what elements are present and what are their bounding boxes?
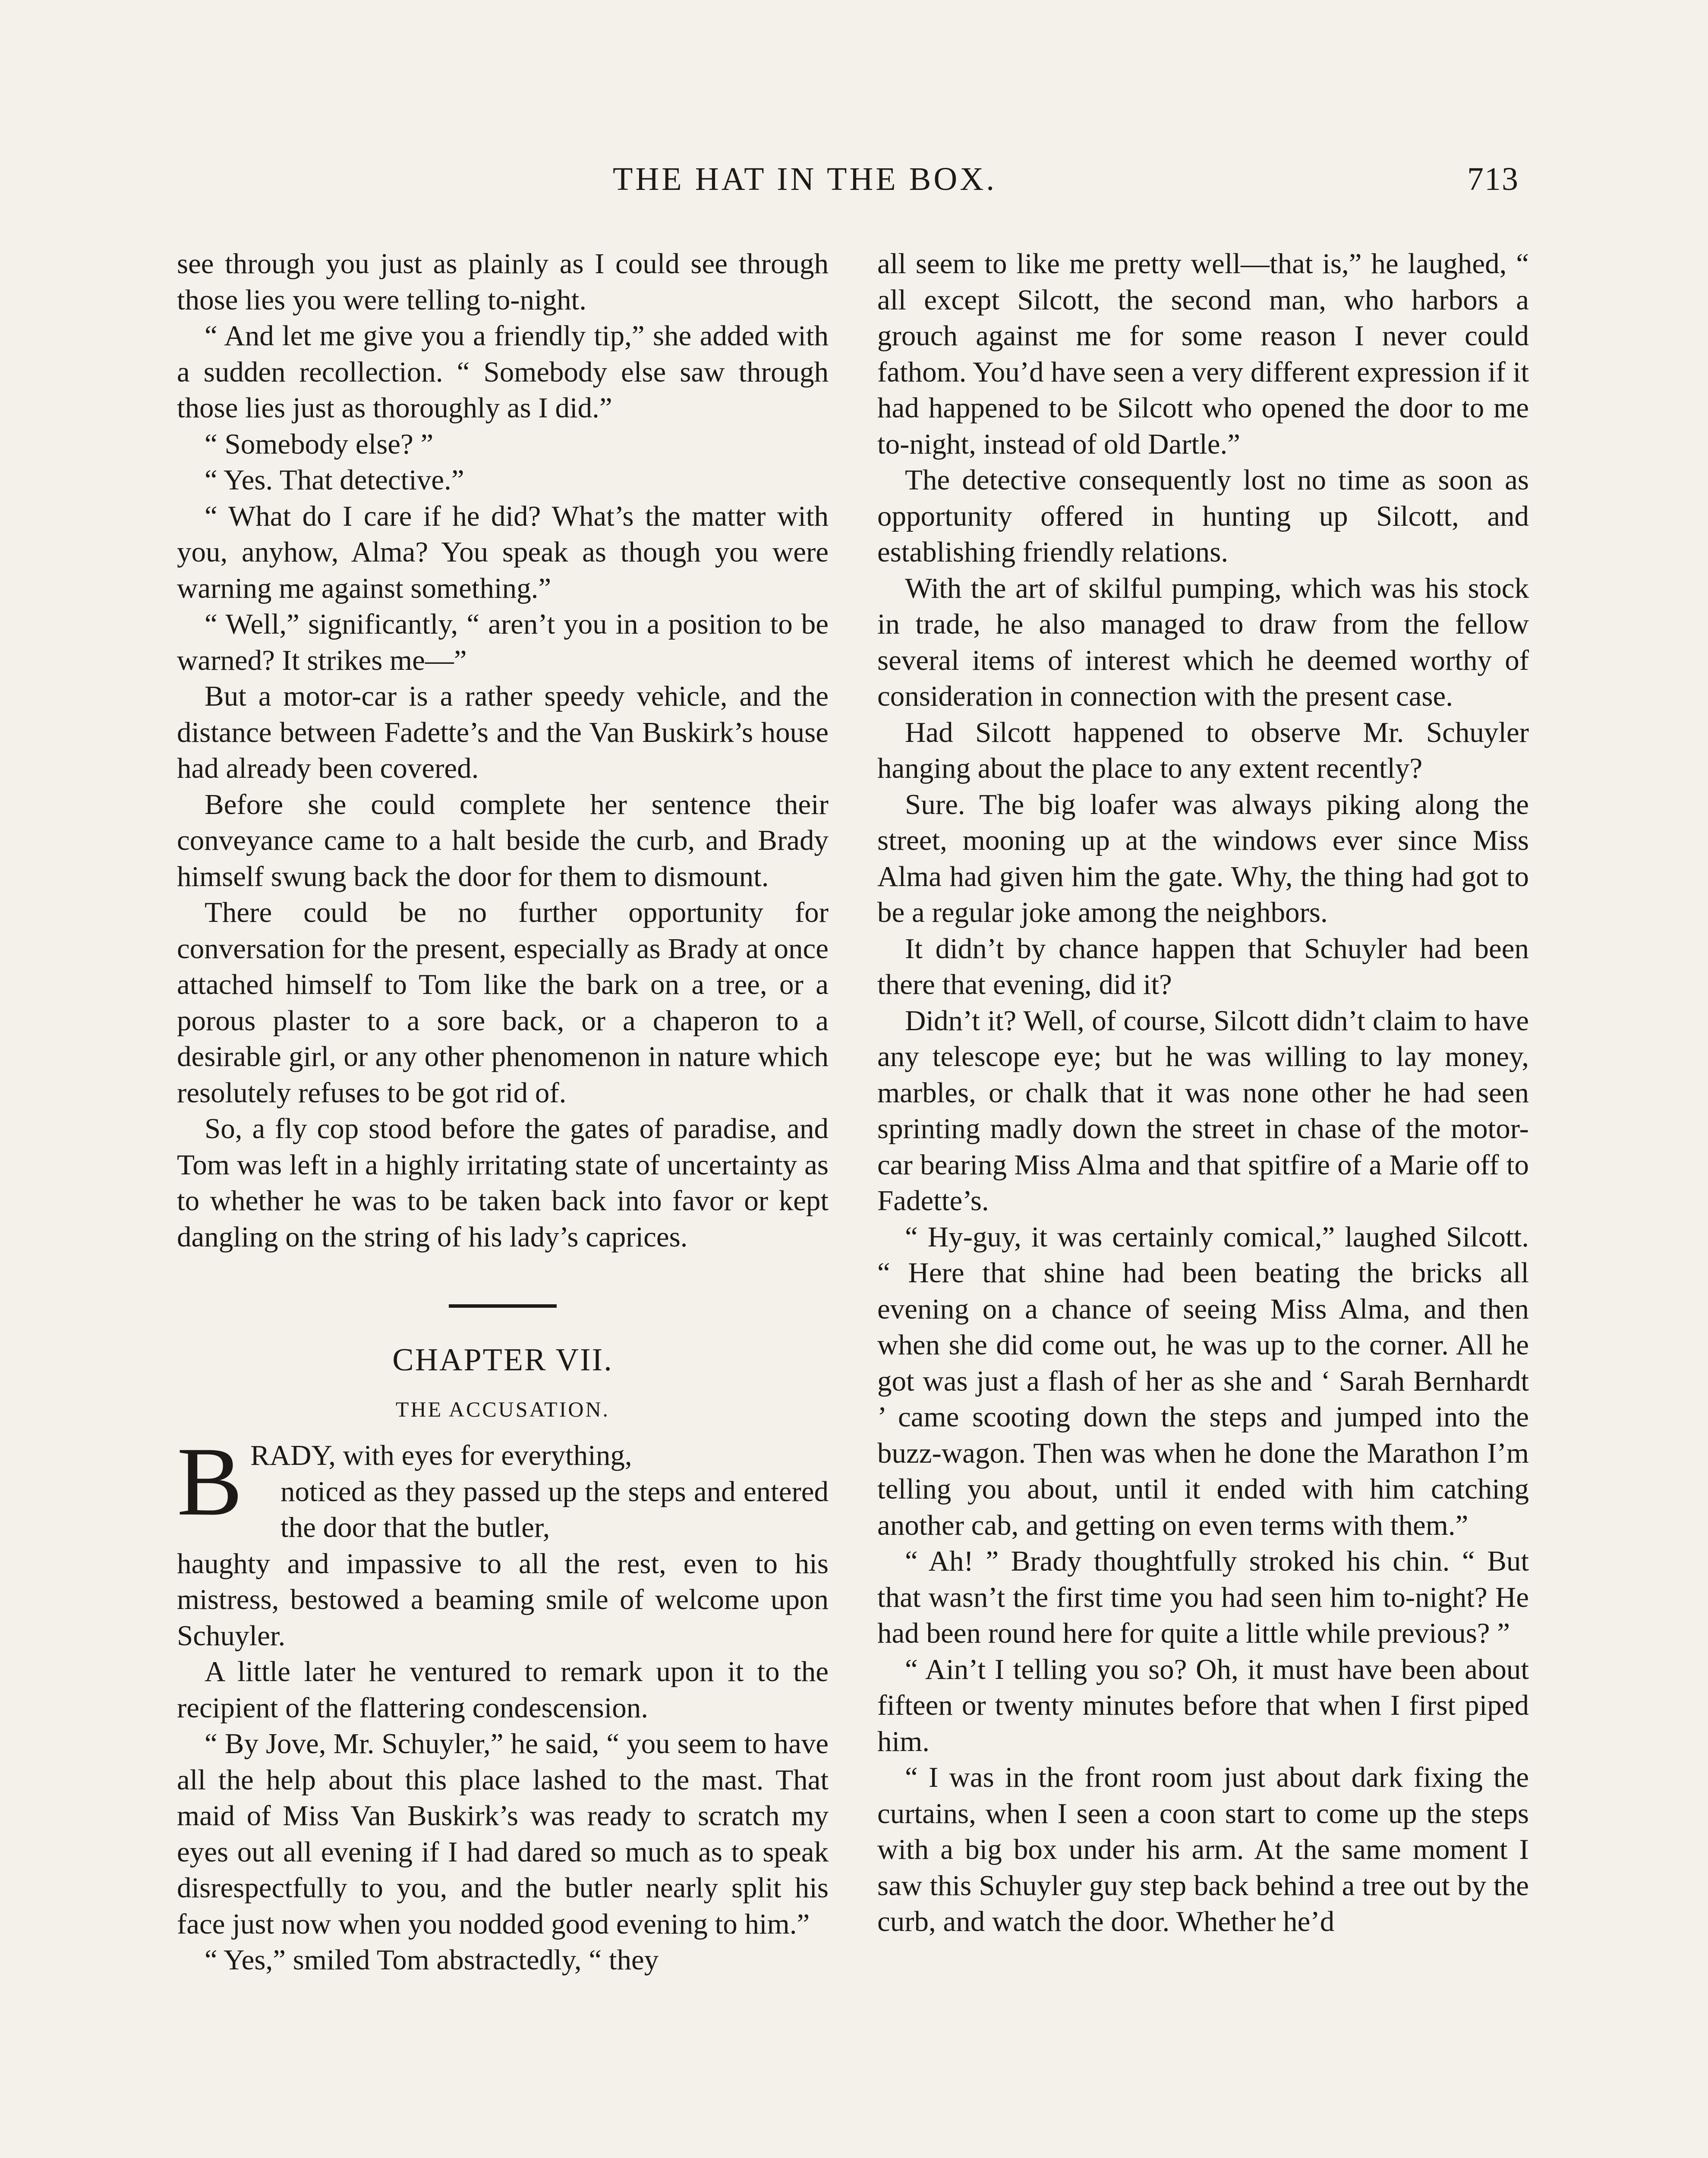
chapter-heading: CHAPTER VII. <box>392 1342 613 1378</box>
paragraph: A little later he ventured to remark upon it to the recipient of the flattering condescension. <box>177 1656 829 1724</box>
paragraph: “ Ah! ” Brady thoughtfully stroked his chin. “ But that wasn’t the first time you had seen him to-night? He had been round here for quite a little while previous? ” <box>877 1545 1529 1649</box>
paragraph: “ Ain’t I telling you so? Oh, it must have been about fifteen or twenty minutes before that when I first piped him. <box>877 1653 1529 1757</box>
paragraph: Had Silcott happened to observe Mr. Schuyler hanging about the place to any extent recently? <box>877 716 1529 784</box>
paragraph: But a motor-car is a rather speedy vehicle, and the distance between Fadette’s and the Van Buskirk’s house had already been covered. <box>177 680 829 784</box>
right-column <box>877 246 1529 1940</box>
paragraph: Before she could complete her sentence their conveyance came to a halt beside the curb, and Brady himself swung back the door for them to dismount. <box>177 788 829 893</box>
paragraph: “ What do I care if he did? What’s the matter with you, anyhow, Alma? You speak as though you were warning me against something.” <box>177 500 829 604</box>
drop-cap: B <box>177 1427 243 1536</box>
paragraph: So, a fly cop stood before the gates of paradise, and Tom was left in a highly irritating state of uncertainty as to whether he was to be taken back into favor or kept dangling on the string of his lady’s caprices. <box>177 1113 829 1253</box>
chapter-opening-paragraph <box>177 1427 829 1654</box>
paragraph: all seem to like me pretty well—that is,” he laughed, “ all except Silcott, the second man, who harbors a grouch against me for some reason I never could fathom. You’d have seen a very different expression if it had happened to be Silcott who opened the door to me to-night, instead of old Dartle.” <box>877 248 1529 460</box>
paragraph: see through you just as plainly as I could see through those lies you were telling to-night. <box>177 248 829 316</box>
paragraph: “ And let me give you a friendly tip,” she added with a sudden recollection. “ Somebody else saw through those lies just as thoroughly as I did.” <box>177 320 829 424</box>
opening-indented-lines: noticed as they passed up the steps and entered the door that the butler, <box>280 1475 829 1543</box>
paragraph: “ I was in the front room just about dark fixing the curtains, when I seen a coon start to come up the steps with a big box under his arm. At the same moment I saw this Schuyler guy step back behind a tree out by the curb, and watch the door. Whether he’d <box>877 1761 1529 1937</box>
running-title: THE HAT IN THE BOX. <box>613 161 997 197</box>
page-number: 713 <box>1467 161 1519 197</box>
paragraph: “ Somebody else? ” <box>205 428 434 460</box>
paragraph: There could be no further opportunity for conversation for the present, especially as Brady at once attached himself to Tom like the bark on a tree, or a porous plaster to a sore back, or a chaperon to a desirable girl, or any other phenomenon in nature which resolutely refuses to be got rid of. <box>177 896 829 1109</box>
opening-line: RADY, with eyes for everything, <box>250 1439 632 1471</box>
chapter-subtitle: THE ACCUSATION. <box>395 1397 610 1421</box>
paragraph: With the art of skilful pumping, which was his stock in trade, he also managed to draw from the fellow several items of interest which he deemed worthy of consideration in connection with the present case. <box>877 572 1529 712</box>
paragraph: “ Hy-guy, it was certainly comical,” laughed Silcott. “ Here that shine had been beating the bricks all evening on a chance of seeing Miss Alma, and then when she did come out, he was up to the corner. All he got was just a flash of her as she and ‘ Sarah Bernhardt ’ came scooting down the steps and jumped into the buzz-wagon. Then was when he done the Marathon I’m telling you about, until it ended with him catching another cab, and getting on even terms with them.” <box>877 1221 1529 1541</box>
paragraph: It didn’t by chance happen that Schuyler had been there that evening, did it? <box>877 932 1529 1000</box>
paragraph: “ Well,” significantly, “ aren’t you in a position to be warned? It strikes me—” <box>177 608 829 676</box>
paragraph: “ Yes. That detective.” <box>205 464 464 496</box>
paragraph: Sure. The big loafer was always piking along the street, mooning up at the windows ever since Miss Alma had given him the gate. Why, the thing had got to be a regular joke among the neighbors. <box>877 788 1529 928</box>
paragraph: “ Yes,” smiled Tom abstractedly, “ they <box>205 1944 659 1976</box>
chapter-divider <box>449 1304 557 1308</box>
left-column <box>177 246 829 1978</box>
opening-rest: haughty and impassive to all the rest, even to his mistress, bestowed a beaming smile of welcome upon Schuyler. <box>177 1547 829 1652</box>
paragraph: The detective consequently lost no time as soon as opportunity offered in hunting up Silcott, and establishing friendly relations. <box>877 464 1529 568</box>
paragraph: Didn’t it? Well, of course, Silcott didn’t claim to have any telescope eye; but he was willing to lay money, marbles, or chalk that it was none other he had seen sprinting madly down the street in chase of the motor-car bearing Miss Alma and that spitfire of a Marie off to Fadette’s. <box>877 1004 1529 1217</box>
paragraph: “ By Jove, Mr. Schuyler,” he said, “ you seem to have all the help about this place lashed to the mast. That maid of Miss Van Buskirk’s was ready to scratch my eyes out all evening if I had dared so much as to speak disrespectfully to you, and the butler nearly split his face just now when you nodded good evening to him.” <box>177 1728 829 1940</box>
